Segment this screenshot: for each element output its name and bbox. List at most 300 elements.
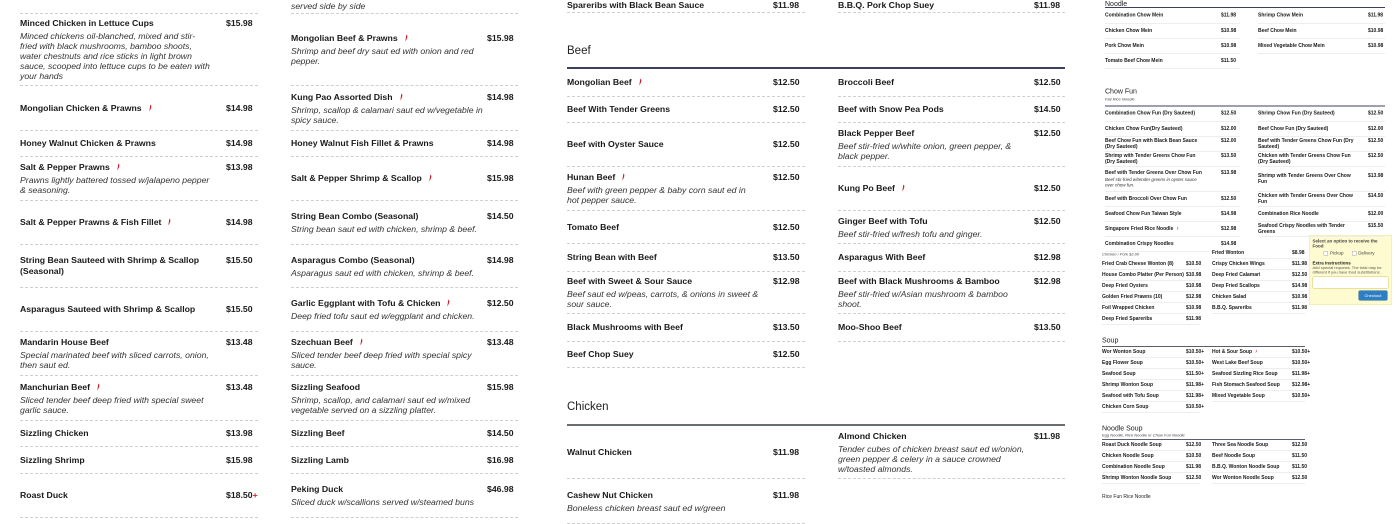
section-title-beef: Beef [567, 45, 591, 57]
item-name: Sizzling Chicken [20, 428, 89, 438]
menu-item[interactable] [567, 0, 805, 13]
price-value: $11.50 [1292, 464, 1308, 470]
spicy-chili-icon [901, 184, 906, 192]
item-price [1292, 250, 1305, 256]
menu-item[interactable] [567, 272, 805, 314]
menu-item[interactable] [1102, 380, 1204, 391]
item-price [1292, 442, 1307, 448]
item-name: Wor Wonton Soup [1102, 349, 1146, 355]
price-value: $16.98 [487, 454, 514, 465]
item-header [1258, 138, 1385, 150]
item-name: Seafood Chow Fun Taiwan Style [1105, 211, 1182, 217]
item-name: Deep Fried Oysters [1102, 283, 1148, 289]
item-header [1105, 153, 1240, 165]
item-header [1212, 283, 1308, 289]
section-subtitle: Chicken / Pork $2.00 [1102, 252, 1140, 257]
section-subtitle: Flat Rice Noodle [1105, 97, 1135, 102]
menu-item[interactable] [1102, 391, 1204, 402]
menu-item[interactable] [1102, 451, 1200, 462]
menu-item[interactable] [567, 342, 805, 368]
delivery-option[interactable] [1352, 251, 1375, 256]
item-name: Szechuan Beef [291, 337, 353, 347]
item-name: Tomato Beef [567, 221, 619, 232]
item-name: Beef with Black Mushrooms & Bamboo [838, 276, 1000, 286]
item-name: Chicken Corn Soup [1102, 404, 1149, 410]
menu-item[interactable] [1105, 137, 1240, 152]
menu-item[interactable] [1212, 281, 1308, 292]
menu-item[interactable] [291, 376, 518, 421]
menu-item[interactable] [1105, 167, 1240, 192]
item-header [1105, 211, 1240, 217]
menu-item[interactable] [1102, 473, 1200, 484]
menu-item[interactable] [20, 13, 258, 86]
delivery-checkbox[interactable] [1352, 251, 1357, 256]
menu-item[interactable] [838, 272, 1065, 314]
item-name: Sizzling Lamb [291, 454, 349, 465]
menu-item[interactable] [838, 167, 1065, 211]
item-header [1102, 294, 1200, 300]
menu-item[interactable] [1258, 137, 1385, 152]
item-name: Egg Flower Soup [1102, 360, 1143, 366]
item-header [1102, 442, 1200, 448]
menu-item[interactable] [838, 0, 1065, 13]
price-value: $13.50 [773, 322, 800, 332]
menu-item[interactable] [1258, 167, 1385, 192]
item-name: Three Sea Noodle Soup [1212, 442, 1269, 448]
item-header [1105, 170, 1240, 176]
item-name: Fried Wonton [1212, 250, 1245, 256]
item-header [20, 490, 258, 501]
menu-item[interactable] [1105, 222, 1240, 237]
price-value: $11.98 [1292, 305, 1308, 311]
menu-item[interactable] [291, 288, 518, 332]
price-value: $14.50 [1034, 104, 1061, 114]
menu-item[interactable] [1102, 270, 1200, 281]
menu-item[interactable] [838, 244, 1065, 272]
menu-item[interactable] [1102, 281, 1200, 292]
item-name: Honey Walnut Fish Fillet & Prawns [291, 138, 434, 148]
item-name: Deep Fried Spareribs [1102, 316, 1153, 322]
item-price [1186, 464, 1201, 470]
item-price [226, 162, 253, 173]
section-title-soup: Soup [1102, 336, 1119, 344]
item-name: Deep Fried Calamari [1212, 272, 1261, 278]
item-header [838, 431, 1065, 442]
menu-item[interactable] [838, 211, 1065, 244]
menu-item[interactable] [567, 123, 805, 167]
item-name: Combination Rice Noodle [1258, 211, 1319, 217]
item-price [1034, 77, 1061, 88]
item-name: Roast Duck Noodle Soup [1102, 442, 1162, 448]
menu-item[interactable] [1258, 192, 1385, 207]
item-header [291, 382, 518, 393]
menu-item[interactable] [1212, 369, 1310, 380]
item-name: Asparagus Combo (Seasonal) [291, 254, 415, 265]
item-price [1034, 431, 1060, 442]
receive-option-prompt: Select an option to receive the Food [1312, 238, 1378, 249]
spicy-chili-icon [428, 174, 433, 182]
menu-item[interactable] [1258, 24, 1385, 39]
menu-item[interactable] [1258, 122, 1385, 137]
item-price [1368, 126, 1383, 132]
menu-item[interactable] [291, 421, 518, 447]
item-header [291, 33, 518, 44]
price-value: $12.98+ [1292, 382, 1311, 388]
item-header [1105, 226, 1240, 232]
price-value: $15.98 [487, 173, 514, 183]
price-value: $12.50 [1034, 77, 1061, 87]
extra-instructions-input[interactable] [1313, 276, 1389, 288]
menu-item[interactable] [1212, 451, 1308, 462]
item-name: Fried Crab Cheese Wonton (8) [1102, 261, 1174, 267]
item-name: Seafood Sizzling Rice Soup [1212, 371, 1278, 377]
item-price [773, 349, 800, 360]
item-price [487, 298, 514, 309]
menu-item[interactable] [20, 447, 258, 474]
menu-item[interactable] [20, 131, 258, 157]
item-price [1368, 138, 1383, 144]
item-price [773, 276, 800, 287]
menu-item[interactable] [1102, 314, 1200, 325]
menu-item[interactable] [291, 13, 518, 86]
pickup-label: Pickup [1330, 250, 1344, 256]
item-header [1212, 360, 1311, 366]
price-value: $12.50 [487, 298, 514, 308]
item-price [1292, 283, 1307, 289]
item-name: Cashew Nut Chicken [567, 489, 653, 500]
item-header [291, 173, 518, 184]
price-value: $15.98 [226, 17, 253, 28]
menu-item[interactable] [291, 447, 518, 474]
item-header [1102, 453, 1200, 459]
menu-item[interactable] [1258, 39, 1385, 54]
price-value: $11.98 [773, 489, 800, 500]
menu-item[interactable] [1105, 122, 1240, 137]
menu-item[interactable] [567, 69, 805, 97]
price-value: $14.98 [226, 138, 253, 148]
item-header [838, 183, 1065, 194]
menu-item[interactable] [1105, 39, 1240, 54]
menu-item[interactable] [1102, 369, 1204, 380]
menu-item[interactable] [291, 157, 518, 201]
menu-item[interactable] [1105, 106, 1240, 122]
item-name: Shrimp with Tender Greens Over Chow Fun [1258, 173, 1351, 185]
price-value: $11.50 [1221, 58, 1237, 64]
item-name: Shrimp Wonton Noodle Soup [1102, 475, 1172, 481]
price-value: $10.98 [1186, 283, 1202, 289]
menu-item[interactable] [20, 157, 258, 201]
item-price [1221, 43, 1236, 49]
item-price [1292, 453, 1307, 459]
item-description: Sliced duck w/scallions served w/steamed buns [291, 497, 475, 507]
menu-item[interactable] [1102, 462, 1200, 473]
item-price [773, 172, 800, 183]
menu-item[interactable] [20, 201, 258, 245]
section-title-noodle: Noodle [1105, 0, 1128, 8]
item-description: Shrimp, scallop, and calamari saut ed w/mixed vegetable served on a sizzling platter. [291, 394, 471, 415]
item-header [1258, 13, 1385, 19]
extra-instructions-help: Add special requests. The total may be different if you have food substitutions. [1312, 265, 1382, 275]
item-price [1292, 393, 1310, 399]
menu-item[interactable] [291, 131, 518, 157]
item-price [773, 447, 799, 458]
price-value: $14.98 [1292, 283, 1308, 289]
menu-item[interactable] [1258, 152, 1385, 167]
item-header [1105, 13, 1240, 19]
item-name: Shrimp Wonton Soup [1102, 382, 1154, 388]
price-value: $11.98 [773, 446, 800, 457]
item-header [1258, 43, 1385, 49]
item-name: Singapore Fried Rice Noodle [1105, 226, 1174, 232]
item-price [1221, 28, 1236, 34]
menu-item[interactable] [1258, 222, 1385, 237]
item-header [567, 139, 805, 150]
item-header [567, 222, 805, 233]
item-price [1292, 272, 1307, 278]
price-value: $12.98 [773, 276, 800, 286]
item-price [487, 484, 514, 495]
item-price [1221, 126, 1236, 132]
price-value: $13.48 [226, 337, 253, 347]
menu-item[interactable] [838, 426, 1065, 479]
item-header [567, 252, 805, 263]
item-name: Tomato Beef Chow Mein [1105, 58, 1163, 64]
menu-item[interactable] [20, 421, 258, 447]
menu-item[interactable] [1212, 270, 1308, 281]
menu-item[interactable] [20, 474, 258, 518]
item-name: String Bean with Beef [567, 252, 657, 262]
item-header [20, 18, 258, 29]
menu-item[interactable] [1258, 207, 1385, 222]
item-header [291, 255, 518, 266]
price-value: $12.50 [773, 221, 800, 232]
menu-item[interactable] [291, 332, 518, 376]
menu-item[interactable] [1102, 347, 1205, 358]
menu-item[interactable] [1105, 54, 1240, 69]
item-price [1368, 111, 1383, 117]
menu-item[interactable] [567, 211, 805, 244]
menu-item[interactable] [1102, 303, 1200, 314]
menu-item[interactable] [838, 69, 1065, 97]
menu-item[interactable] [1105, 24, 1240, 39]
item-name: Shrimp Chow Mein [1258, 12, 1303, 18]
item-price [1368, 193, 1383, 199]
menu-item[interactable] [20, 245, 258, 288]
item-header [1258, 173, 1385, 185]
price-value: $15.98 [487, 381, 514, 392]
menu-item[interactable] [1258, 106, 1385, 122]
item-name: Salt & Pepper Prawns & Fish Fillet [20, 217, 162, 227]
item-price [487, 455, 514, 466]
menu-item[interactable] [838, 314, 1065, 342]
price-value: $11.98+ [1186, 382, 1204, 388]
menu-item[interactable] [20, 332, 258, 376]
price-value: $14.98 [487, 254, 514, 265]
menu-item[interactable] [291, 245, 518, 288]
menu-item[interactable] [567, 244, 805, 272]
spicy-chili-icon [116, 163, 121, 171]
price-value: $11.98 [1368, 12, 1384, 18]
item-header [567, 172, 805, 183]
item-price [226, 18, 253, 29]
menu-item[interactable] [1102, 440, 1200, 451]
delivery-label: Delivery [1358, 250, 1375, 256]
item-header [567, 322, 805, 333]
item-header [1212, 250, 1305, 256]
item-name: Spareribs with Black Bean Sauce [567, 0, 705, 10]
menu-item[interactable] [291, 201, 518, 245]
item-header [1105, 126, 1240, 132]
item-price [226, 337, 253, 348]
checkout-button[interactable]: Checkout [1359, 291, 1388, 301]
item-price [773, 222, 800, 233]
menu-preview-pane [1095, 0, 1400, 500]
menu-item[interactable] [567, 314, 805, 342]
menu-item[interactable] [567, 97, 805, 123]
item-name: Combination Chow Mein [1105, 12, 1164, 18]
menu-item[interactable] [1212, 248, 1305, 259]
item-name: Mongolian Chicken & Prawns [20, 102, 142, 113]
menu-item[interactable] [1212, 303, 1308, 314]
menu-item[interactable] [1105, 192, 1240, 207]
pickup-checkbox[interactable] [1324, 251, 1329, 256]
section-title-noodle-soup: Noodle Soup [1102, 424, 1143, 432]
menu-item[interactable] [1102, 358, 1205, 369]
item-price [487, 173, 514, 184]
price-suffix: + [252, 490, 258, 500]
price-value: $12.50 [773, 349, 800, 359]
section-title-next: Rice Fun Rice Noodle [1102, 494, 1151, 500]
item-name: Roast Duck [20, 490, 68, 500]
menu-item[interactable] [291, 474, 518, 518]
item-name: Walnut Chicken [567, 446, 632, 457]
item-description: Special marinated beef with sliced carrots, onion, then saut ed. [20, 350, 209, 370]
item-header [567, 490, 805, 501]
item-price [1292, 360, 1310, 366]
item-name: Kung Po Beef [838, 183, 895, 193]
menu-item[interactable] [1212, 358, 1311, 369]
price-value: $15.98 [226, 454, 253, 465]
menu-item[interactable] [838, 97, 1065, 123]
item-description: Minced chickens oil-blanched, mixed and stir-fried with black mushrooms, bamboo shoots, water chestnuts and rice sticks in light brown sauce, scooped into lettuce cups to be eaten with your hands [20, 30, 210, 81]
menu-item[interactable] [20, 376, 258, 421]
item-name: Beef with Snow Pea Pods [838, 104, 944, 114]
price-value: $10.98 [1186, 305, 1202, 311]
spicy-chili-icon [1255, 350, 1258, 354]
item-price [487, 428, 514, 439]
price-value: $10.98 [1221, 43, 1237, 49]
menu-item[interactable] [567, 426, 805, 479]
item-header [291, 455, 518, 466]
item-header [1102, 360, 1205, 366]
menu-item[interactable] [20, 288, 258, 332]
item-price [226, 138, 253, 149]
menu-item[interactable] [1105, 152, 1240, 167]
pickup-option[interactable] [1324, 251, 1344, 256]
item-header [567, 77, 805, 88]
menu-item[interactable] [1212, 347, 1311, 358]
item-header [838, 276, 1065, 287]
menu-item[interactable] [1102, 292, 1200, 303]
price-value: $10.50+ [1292, 393, 1311, 399]
spicy-chili-icon [399, 93, 404, 101]
menu-item[interactable] [1258, 8, 1385, 24]
item-price [226, 428, 253, 439]
item-price [226, 455, 253, 466]
price-value: $13.48 [487, 337, 514, 347]
menu-item[interactable] [838, 123, 1065, 167]
item-price [1221, 153, 1236, 159]
menu-item[interactable] [1212, 462, 1308, 473]
item-name: Beef Chop Suey [567, 349, 634, 359]
menu-item[interactable] [1102, 259, 1200, 270]
item-header [1212, 349, 1311, 355]
item-price [487, 382, 514, 393]
price-value: $11.98+ [1292, 371, 1310, 377]
item-price [1368, 13, 1383, 19]
price-value: $14.50 [1368, 193, 1384, 199]
price-value: $10.50 [1186, 453, 1202, 459]
item-price [1368, 223, 1383, 229]
item-header [291, 211, 518, 222]
item-header [1212, 305, 1308, 311]
spicy-chili-icon [359, 338, 364, 346]
menu-item[interactable] [20, 86, 258, 131]
item-header [1105, 43, 1240, 49]
menu-item[interactable] [1102, 402, 1205, 413]
item-price: $11.98 [773, 0, 800, 10]
item-description: Tender cubes of chicken breast saut ed w/onion, green pepper & celery in a sauce crowned w/toasted almonds. [838, 443, 1025, 474]
price-value: $12.98 [1034, 276, 1061, 286]
item-name: Fish Stomach Seafood Soup [1212, 382, 1280, 388]
item-header [1102, 382, 1204, 388]
menu-item[interactable] [1105, 207, 1240, 222]
item-name: Sizzling Beef [291, 428, 345, 438]
item-header [291, 138, 518, 149]
item-price [773, 252, 800, 263]
item-price [1034, 104, 1061, 115]
price-value: $10.50+ [1186, 349, 1205, 355]
item-price [1186, 272, 1201, 278]
menu-item[interactable] [567, 479, 805, 524]
menu-item[interactable] [567, 167, 805, 211]
item-description: Beef stir-fried w/white onion, green pepper, & black pepper. [838, 141, 1012, 161]
item-price [1368, 28, 1383, 34]
section-title-chow-fun: Chow Fun [1105, 87, 1137, 95]
spicy-chili-icon [96, 383, 101, 391]
item-name: Hunan Beef [567, 172, 616, 182]
item-header [1212, 464, 1308, 470]
menu-item[interactable] [1212, 380, 1311, 391]
menu-item[interactable] [1212, 440, 1308, 451]
item-header [1212, 261, 1308, 267]
item-description-fragment: served side by side [291, 1, 366, 11]
item-name: Peking Duck [291, 484, 344, 494]
menu-item[interactable] [291, 86, 518, 131]
item-name: String Bean Combo (Seasonal) [291, 211, 419, 221]
menu-item[interactable] [1105, 8, 1240, 24]
price-value: $13.98 [226, 428, 253, 438]
item-name: Seafood Crispy Noodles with Tender Greens [1258, 223, 1345, 235]
menu-item[interactable] [1212, 391, 1311, 402]
menu-item[interactable] [1212, 473, 1308, 484]
item-price [773, 490, 799, 501]
item-header [567, 276, 805, 287]
menu-item[interactable] [1212, 259, 1308, 270]
menu-item[interactable] [1212, 292, 1308, 303]
item-price [1186, 442, 1201, 448]
item-name: Beef with Tender Greens Over Chow Fun [1105, 170, 1202, 176]
